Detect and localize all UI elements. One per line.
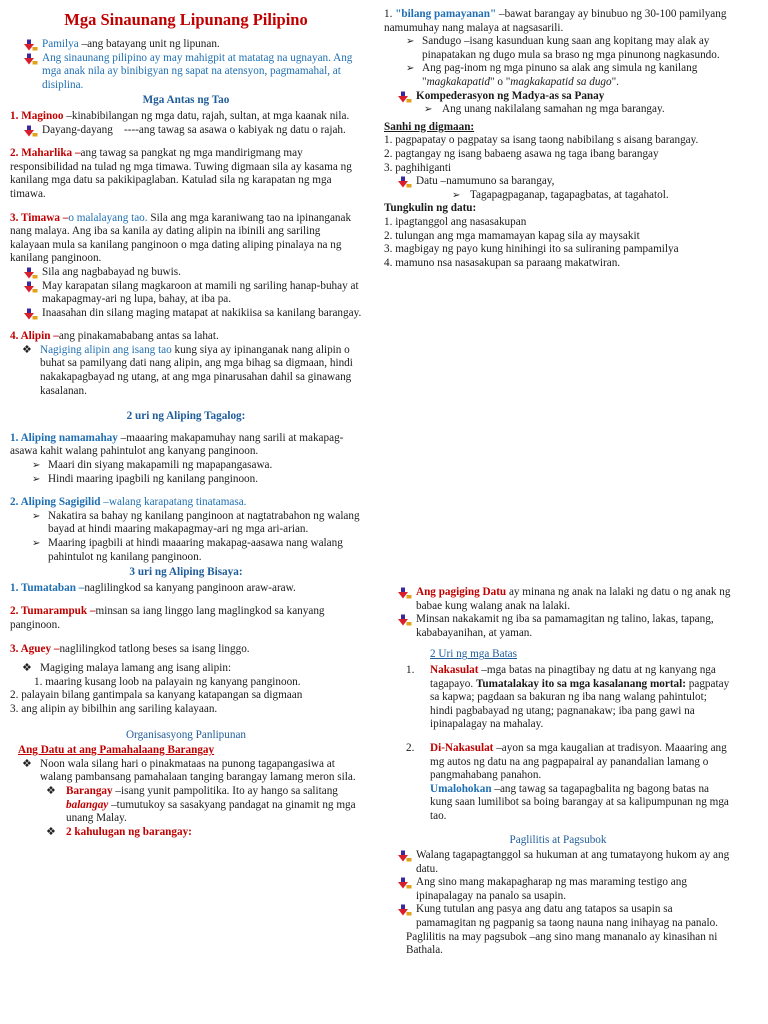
maharlika-definition: ang tawag sa pangkat ng mga mandirigmang may responsibilidad na tulad ng mga timawa. Tuwing digmaan sila ay kasama ng kanilang mga datu sa pakikipaglaban. Katulad sila ng karapatan ng mga timawa.	[10, 147, 352, 200]
arrowhead-bullet-icon: ➢	[32, 510, 41, 522]
list-item	[384, 903, 732, 930]
paginom-post: ".	[611, 75, 619, 88]
maginoo-definition: –kinabibilangan ng mga datu, rajah, sultan, at mga kaanak nila.	[63, 109, 350, 122]
list-item	[10, 826, 362, 840]
arrowhead-bullet-icon: ➢	[424, 104, 433, 116]
noon-text: Noon wala silang hari o pinakmataas na punong tagapangasiwa at walang pambansang pamahalaan tanging barangay lamang meron sila.	[40, 757, 356, 784]
list-item	[384, 189, 732, 203]
alipin-rest-text: kung siya ay ipinanganak nang alipin o buhat sa pamilyang dati nang alipin, ang mga bihag sa digmaan, hindi nakakapagbayad ng utang, at ang mga pinarusahan dahil sa ginawang kasalanan.	[40, 343, 353, 397]
umalohokan-item	[384, 783, 732, 824]
arrow-bullet-icon	[398, 614, 412, 626]
list-item	[384, 613, 732, 640]
timawa-term: Timawa –	[21, 211, 69, 224]
paglilitis-heading: Paglilitis at Pagsubok	[509, 833, 607, 846]
list-item	[10, 662, 362, 676]
paginom-pre: Ang pag-inom ng mga pinuno sa alak ang simula ng kanilang "	[422, 62, 698, 88]
pamayanan-number: 1.	[384, 8, 396, 20]
alipin-paragraph	[10, 330, 362, 344]
list-item	[10, 52, 362, 93]
nakasulat-definition-1: –mga batas na pinagtibay ng datu at ng kanyang nga tagapayo.	[430, 663, 716, 690]
left-column	[10, 0, 362, 839]
alipin-number: 4.	[10, 330, 21, 343]
arrowhead-bullet-icon: ➢	[406, 36, 415, 48]
namamahay-term: Aliping namamahay	[20, 431, 118, 444]
sandugo-text: Sandugo –isang kasunduan kung saan ang kopitang may alak ay pinapatakan ng dugo mula sa braso ng mga pinunong nagkasundo.	[422, 35, 720, 61]
sagigilid-bullet: Maaring ipagbili at hindi maaaring makapag-aasawa nang walang pahintulot ng kanilang panginoon.	[48, 537, 343, 563]
aguey-number: 3.	[10, 642, 21, 655]
list-item	[384, 849, 732, 876]
tagalog-heading: 2 uri ng Aliping Tagalog:	[126, 410, 246, 423]
arrow-bullet-icon	[24, 267, 38, 279]
namamahay-bullet: Maari din siyang makapamili ng mapapangasawa.	[48, 459, 273, 472]
paginom-italic-2: magkakapatid sa dugo	[510, 75, 612, 88]
namamahay-bullet: Hindi maaring ipagbili ng kanilang panginoon.	[48, 472, 259, 485]
alipin-blue-text: Nagiging alipin ang isang tao	[40, 343, 172, 356]
namamahay-number: 1.	[10, 431, 21, 444]
list-item	[10, 537, 362, 564]
sagigilid-paragraph	[10, 496, 362, 510]
tungkulin-item: 2. tulungan ang mga mamamayan kapag sila ay maysakit	[384, 229, 640, 242]
alipin-term: Alipin –	[20, 330, 59, 343]
sanhi-item: 3. paghihiganti	[384, 161, 452, 174]
maharlika-paragraph	[10, 147, 362, 201]
pamilya-term: Pamilya	[42, 38, 79, 50]
right-column	[384, 0, 732, 270]
alipin-definition: ang pinakamababang antas sa lahat.	[58, 330, 219, 343]
namamahay-definition: –maaaring makapamuhay nang sarili at makapag-asawa kahit walang pahintulot ang kanyang panginoon.	[10, 431, 344, 458]
arrow-bullet-icon	[24, 39, 38, 51]
diamond-bullet-icon: ❖	[46, 825, 56, 838]
list-item	[10, 280, 362, 307]
list-item	[10, 124, 362, 138]
paginom-mid: " o "	[489, 75, 511, 88]
maginoo-paragraph	[10, 110, 362, 124]
list-item	[10, 38, 362, 52]
malaya-item: 1. maaring kusang loob na palayain ng kanyang panginoon.	[34, 675, 301, 688]
sanhi-item: 1. pagpapatay o pagpatay sa isang taong nabibilang s aisang barangay.	[384, 134, 699, 147]
pamayanan-paragraph	[384, 8, 732, 35]
list-item	[384, 103, 732, 117]
nakasulat-number: 1.	[406, 663, 415, 676]
arrow-bullet-icon	[24, 308, 38, 320]
diamond-bullet-icon: ❖	[22, 343, 32, 356]
tungkulin-heading: Tungkulin ng datu:	[384, 202, 477, 215]
arrow-bullet-icon	[24, 281, 38, 293]
pamayanan-term: "bilang pamayanan"	[395, 8, 497, 20]
maginoo-term: Maginoo	[21, 109, 64, 122]
umalohokan-term: Umalohokan	[430, 782, 492, 795]
aguey-definition: naglilingkod tatlong beses sa isang linggo.	[59, 642, 250, 655]
timawa-bullet: Sila ang nagbabayad ng buwis.	[42, 265, 181, 278]
malaya-item: 3. ang alipin ay bibilhin ang sariling kalayaan.	[10, 702, 218, 715]
paginom-italic-1: magkakapatid	[426, 75, 490, 88]
malaya-intro: Magiging malaya lamang ang isang alipin:	[40, 662, 232, 675]
tungkulin-item: 3. magbigay ng payo kung hinihingi ito sa suliraning pampamilya	[384, 243, 679, 256]
bisaya-heading: 3 uri ng Aliping Bisaya:	[129, 566, 243, 579]
malaya-item: 2. palayain bilang gantimpala sa kanyang katapangan sa digmaan	[10, 689, 303, 702]
arrow-bullet-icon	[24, 125, 38, 137]
pamilya-definition: –ang batayang unit ng lipunan.	[78, 38, 220, 50]
timawa-bullet: May karapatan silang magkaroon at mamili ng sariling hanap-buhay at makapagmay-ari ng lupa, bahay, at iba pa.	[42, 279, 359, 306]
list-item	[384, 62, 732, 89]
tumataban-term: Tumataban –	[21, 581, 85, 594]
page-title: Mga Sinaunang Lipunang Pilipino	[64, 10, 308, 29]
pagiging-definition: ay minana ng anak na lalaki ng datu o ng anak ng babae kung walang anak na lalaki.	[416, 586, 731, 612]
batas-heading: 2 Uri ng mga Batas	[430, 648, 517, 661]
dinakasulat-number: 2.	[406, 741, 415, 754]
nakasulat-item	[384, 664, 732, 732]
aguey-term: Aguey –	[20, 642, 60, 655]
diamond-bullet-icon: ❖	[46, 784, 56, 797]
pamayanan-definition: –bawat barangay ay binubuo ng 30-100 pamilyang namumuhay nang malaya at nagsasarili.	[384, 8, 727, 34]
paglilitis-final: Paglilitis na may pagsubok –ang sino mang mananalo ay kinasihan ni Bathala.	[406, 930, 718, 957]
list-item	[10, 307, 362, 321]
list-item	[10, 473, 362, 487]
right-column-lower	[384, 586, 732, 958]
madya-text: Kompederasyon ng Madya-as sa Panay	[416, 89, 605, 102]
arrowhead-bullet-icon: ➢	[32, 460, 41, 472]
balangay-word: balangay	[66, 798, 109, 811]
timawa-bullet: Inaasahan din silang maging matapat at nakikiisa sa kanilang barangay.	[42, 306, 362, 319]
timawa-alt: o malalayang tao.	[68, 211, 148, 224]
sanhi-item: 2. pagtangay ng isang babaeng asawa ng taga ibang barangay	[384, 147, 659, 160]
nakasulat-term: Nakasulat	[430, 663, 479, 676]
tumarampuk-term: Tumarampuk –	[21, 605, 96, 618]
datu-namumuno-text: Datu –namumuno sa barangay,	[416, 175, 555, 188]
sanhi-heading: Sanhi ng digmaan:	[384, 120, 475, 133]
arrow-bullet-icon	[398, 877, 412, 889]
list-item	[384, 90, 732, 104]
barangay-term: Barangay	[66, 784, 113, 797]
maharlika-number: 2.	[10, 147, 22, 160]
nakasulat-bold: Tumatalakay ito sa mga kasalanang mortal:	[475, 677, 686, 690]
arrowhead-bullet-icon: ➢	[406, 63, 415, 75]
sagigilid-bullet: Nakatira sa bahay ng kanilang panginoon at nagtatrabahon ng walang bayad at hindi maaring makapagmay-ari ng mga ari-arian.	[48, 509, 360, 536]
minsan-text: Minsan nakakamit ng iba sa pamamagitan ng talino, lakas, tapang, kababayanihan, at yaman.	[416, 613, 714, 639]
arrow-bullet-icon	[24, 53, 38, 65]
sagigilid-definition: –walang karapatang tinatamasa.	[100, 496, 247, 509]
organisasyon-subheading: Ang Datu at ang Pamahalaang Barangay	[18, 744, 215, 757]
timawa-definition: Sila ang mga karaniwang tao na ipinanganak nang malaya. Ang iba sa kanila ay dating alipin na ibinili ang sariling kalayaan mula sa kanilang panginoon o mga dating aliping pinalaya na ng kanilang panginoon.	[10, 211, 352, 265]
aguey-paragraph	[10, 643, 362, 657]
kahulugan-text: 2 kahulugan ng barangay:	[66, 825, 192, 838]
dayang-text: Dayang-dayang ----ang tawag sa asawa o kabiyak ng datu o rajah.	[42, 123, 346, 136]
paglilitis-bullet: Ang sino mang makapagharap ng mas maraming testigo ang ipinapalagay na panalo sa usapin.	[416, 876, 687, 902]
arrow-bullet-icon	[398, 91, 412, 103]
list-item	[10, 459, 362, 473]
tungkulin-item: 4. mamuno nsa nasasakupan sa paraang makatwiran.	[384, 256, 621, 269]
list-item	[384, 175, 732, 189]
tumataban-number: 1.	[10, 581, 21, 594]
barangay-definition-2: –tumutukoy sa sasakyang pandagat na ginamit ng mga unang Malay.	[66, 798, 356, 825]
list-item	[10, 785, 362, 826]
tumataban-paragraph	[10, 582, 362, 596]
madya-sub-text: Ang unang nakilalang samahan ng mga barangay.	[442, 103, 665, 116]
pagiging-term: Ang pagiging Datu	[416, 586, 507, 598]
list-item	[10, 344, 362, 398]
sagigilid-number: 2.	[10, 496, 21, 509]
arrow-bullet-icon	[398, 587, 412, 599]
arrow-bullet-icon	[398, 904, 412, 916]
diamond-bullet-icon: ❖	[22, 757, 32, 770]
list-item	[384, 35, 732, 62]
nakasulat-definition-2: pagpatay sa kapwa; pagdaan sa bakuran ng iba nang walang pahintulot; hindi pagbabayad ng utang; pagnanakaw; iba pang gawi na ipinapalagay na mahalay.	[430, 677, 730, 731]
tungkulin-item: 1. ipagtanggol ang nasasakupan	[384, 215, 527, 228]
maginoo-number: 1.	[10, 109, 22, 122]
arrowhead-bullet-icon: ➢	[452, 189, 461, 201]
tumarampuk-definition: minsan sa iang linggo lang maglingkod sa kanyang panginoon.	[10, 605, 325, 631]
organisasyon-heading: Organisasyong Panlipunan	[125, 728, 247, 741]
list-item	[384, 876, 732, 903]
timawa-number: 3.	[10, 211, 21, 224]
list-item	[10, 510, 362, 537]
maharlika-term: Maharlika –	[21, 147, 81, 160]
sagigilid-term: Aliping Sagigilid	[20, 496, 101, 509]
paglilitis-bullet: Kung tutulan ang pasya ang datu ang tatapos sa usapin sa pamamagitan ng pagpanig sa taong nauna nang inihayag na panalo.	[416, 903, 718, 930]
timawa-paragraph	[10, 212, 362, 266]
sinaunang-text: Ang sinaunang pilipino ay may mahigpit at matatag na ugnayan. Ang mga anak nila ay binibigyan ng sapat na atensyon, pagmamahal, at disiplina.	[42, 51, 353, 91]
arrowhead-bullet-icon: ➢	[32, 538, 41, 549]
datu-roles-text: Tagapagpaganap, tagapagbatas, at tagahatol.	[470, 188, 669, 201]
dinakasulat-item	[384, 742, 732, 783]
list-item	[10, 758, 362, 785]
umalohokan-definition: –ang tawag sa tagapagbalita ng bagong batas na kung saan lumilibot sa boing barangay at sa kalipumpunan ng mga tao.	[430, 782, 729, 822]
arrow-bullet-icon	[398, 176, 412, 188]
list-item	[384, 586, 732, 613]
dinakasulat-term: Di-Nakasulat	[430, 741, 494, 754]
tumataban-definition: naglilingkod sa kanyang panginoon araw-araw.	[84, 581, 296, 594]
namamahay-paragraph	[10, 432, 362, 459]
arrow-bullet-icon	[398, 850, 412, 862]
tumarampuk-number: 2.	[10, 605, 21, 618]
barangay-definition-1: –isang yunit pampolitika. Ito ay hango sa salitang	[112, 784, 338, 797]
diamond-bullet-icon: ❖	[22, 662, 32, 675]
list-item	[10, 266, 362, 280]
antas-heading: Mga Antas ng Tao	[142, 94, 230, 107]
tumarampuk-paragraph	[10, 605, 362, 632]
paglilitis-bullet: Walang tagapagtanggol sa hukuman at ang tumatayong hukom ay ang datu.	[416, 849, 730, 875]
dinakasulat-definition: –ayon sa mga kaugalian at tradisyon. Maaaring ang mg autos ng datu na ang pagpapairal ay panandalian lamang o pangmahabang panahon.	[430, 741, 727, 782]
arrowhead-bullet-icon: ➢	[32, 473, 41, 485]
